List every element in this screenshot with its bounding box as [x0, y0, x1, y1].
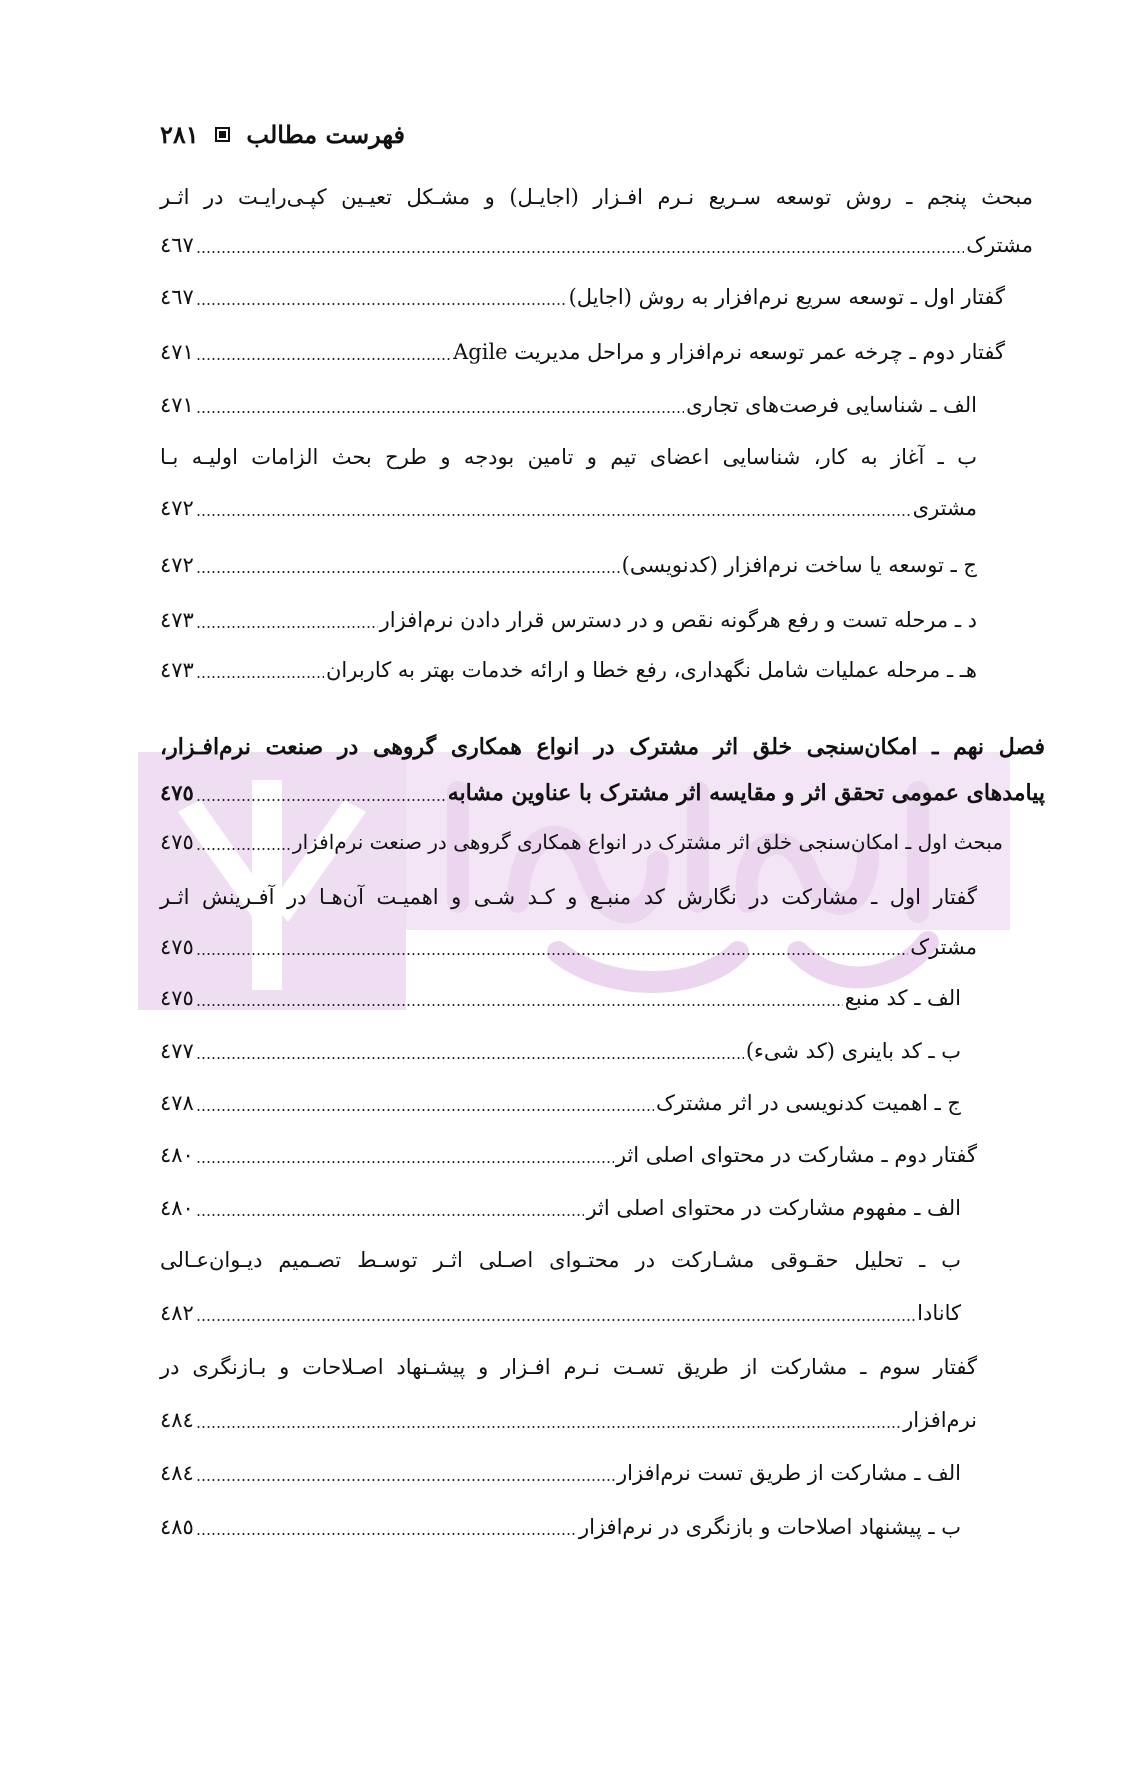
toc-chapter-heading[interactable] — [160, 768, 1045, 808]
dot-leader — [196, 303, 567, 305]
toc-entry[interactable] — [160, 1448, 961, 1488]
dot-leader — [196, 1214, 585, 1216]
toc-page-number: ٤٧٣ — [160, 658, 194, 682]
toc-entry-text: ب ـ کد باینری (کد شیء) — [745, 1039, 961, 1063]
toc-page-number: ٤٧٢ — [160, 553, 194, 577]
square-bullet-icon — [215, 127, 230, 142]
toc-entry-text: د ـ مرحله تست و رفع هرگونه نقص و در دسترس قرار دادن نرم‌افزار — [379, 608, 977, 632]
toc-page-number: ٤٧٧ — [160, 1039, 194, 1063]
dot-leader — [196, 676, 324, 678]
running-header — [160, 118, 405, 152]
toc-entry-text: مشترک — [910, 935, 977, 959]
toc-entry-text: ب ـ پیشنهاد اصلاحات و بازنگری در نرم‌افزار — [578, 1515, 961, 1539]
toc-entry-text: ج ـ توسعه یا ساخت نرم‌افزار (کدنویسی) — [621, 553, 977, 577]
toc-entry[interactable] — [160, 1183, 961, 1223]
toc-page-number: ٤٧٣ — [160, 608, 194, 632]
dot-leader — [196, 571, 620, 573]
toc-page-number: ٤٧١ — [160, 393, 194, 417]
toc-entry-text: ب ـ تحلیل حقـوقی مشـارکت در محتـوای اصـلی اثـر توسـط تصـمیم دیـوان‌عـالی — [160, 1248, 961, 1272]
toc-entry[interactable] — [160, 645, 977, 685]
toc-chapter-heading[interactable] — [160, 722, 1045, 762]
dot-leader — [196, 1161, 614, 1163]
toc-entry[interactable] — [160, 1288, 961, 1328]
toc-entry[interactable] — [160, 172, 1033, 212]
toc-entry[interactable] — [160, 872, 977, 912]
toc-entry[interactable] — [160, 1502, 961, 1542]
toc-entry-text: ب ـ آغاز به کار، شناسایی اعضای تیم و تامین بودجه و طرح بحث الزامات اولیـه بـا — [160, 445, 977, 469]
toc-page-number: ٤٨٥ — [160, 1515, 194, 1539]
toc-entry-text: نرم‌افزار — [903, 1408, 977, 1432]
toc-entry[interactable] — [160, 1026, 961, 1066]
toc-entry-text: مشترک — [966, 233, 1033, 257]
header-page-number: ۲۸۱ — [160, 120, 199, 149]
toc-page-number: ٤٦٧ — [160, 233, 194, 257]
toc-entry-text: گفتار اول ـ مشارکت در نگارش کد منبـع و کـد شـی و اهمیـت آن‌هـا در آفـرینش اثـر — [160, 885, 977, 909]
header-title: فهرست مطالب — [246, 120, 405, 149]
toc-entry[interactable] — [160, 973, 961, 1013]
toc-entry[interactable] — [160, 272, 1005, 312]
toc-page-number: ٤٨٠ — [160, 1196, 194, 1220]
toc-entry[interactable] — [160, 380, 977, 420]
toc-entry[interactable] — [160, 1078, 961, 1118]
toc-page-number: ٤٨٢ — [160, 1301, 194, 1325]
toc-page-number: ٤٧٥ — [160, 830, 194, 854]
toc-page-number: ٤٧٢ — [160, 496, 194, 520]
dot-leader — [196, 1057, 744, 1059]
dot-leader — [196, 1426, 901, 1428]
toc-page-number: ٤٨٠ — [160, 1143, 194, 1167]
toc-entry-text: مبحث اول ـ امکان‌سنجی خلق اثر مشترک در انواع همکاری گروهی در صنعت نرم‌افزار — [292, 830, 1003, 854]
dot-leader — [196, 848, 291, 850]
toc-page-number: ٤٧٥ — [160, 780, 194, 805]
dot-leader — [196, 799, 446, 801]
dot-leader — [196, 1004, 843, 1006]
toc-entry-text: گفتار دوم ـ مشارکت در محتوای اصلی اثر — [615, 1143, 977, 1167]
toc-entry-text: فصل نهم ـ امکان‌سنجی خلق اثر مشترک در انواع همکاری گروهی در صنعت نرم‌افـزار، — [160, 734, 1045, 760]
toc-entry[interactable] — [160, 1235, 961, 1275]
toc-entry[interactable] — [160, 1395, 977, 1435]
toc-page-number: ٤٧٨ — [160, 1091, 194, 1115]
toc-entry-text: ج ـ اهمیت کدنویسی در اثر مشترک — [655, 1091, 961, 1115]
dot-leader — [196, 1533, 577, 1535]
toc-entry[interactable] — [160, 595, 977, 635]
toc-entry[interactable] — [160, 327, 1005, 367]
dot-leader — [196, 251, 964, 253]
toc-page-number: ٤٧١ — [160, 340, 194, 364]
dot-leader — [196, 358, 451, 360]
toc-entry[interactable] — [160, 540, 977, 580]
toc-page-number: ٤٨٤ — [160, 1461, 194, 1485]
toc-entry[interactable] — [160, 1342, 977, 1382]
toc-page-number: ٤٦٧ — [160, 285, 194, 309]
toc-page-number: ٤٨٤ — [160, 1408, 194, 1432]
toc-entry[interactable] — [160, 1130, 977, 1170]
toc-entry[interactable] — [160, 220, 1033, 260]
toc-entry-text: الف ـ کد منبع — [844, 986, 961, 1010]
dot-leader — [196, 1479, 615, 1481]
dot-leader — [196, 1319, 915, 1321]
toc-entry-text: پیامدهای عمومی تحقق اثر و مقایسه اثر مشترک با عناوین مشابه — [447, 780, 1045, 806]
dot-leader — [196, 411, 684, 413]
toc-entry[interactable] — [160, 483, 977, 523]
toc-entry[interactable] — [160, 922, 977, 962]
toc-page-number: ٤٧٥ — [160, 935, 194, 959]
toc-entry-text: الف ـ مشارکت از طریق تست نرم‌افزار — [616, 1461, 961, 1485]
toc-entry-text: مبحث پنجم ـ روش توسعه سـریع نـرم افـزار (اجایـل) و مشـکل تعیـین کپـی‌رایـت در اثـر — [160, 185, 1033, 209]
toc-page-number: ٤٧٥ — [160, 986, 194, 1010]
toc-entry-text: هـ ـ مرحله عملیات شامل نگهداری، رفع خطا و ارائه خدمات بهتر به کاربران — [325, 658, 977, 682]
dot-leader — [196, 953, 908, 955]
toc-entry-text: گفتار دوم ـ چرخه عمر توسعه نرم‌افزار و مراحل مدیریت Agile — [453, 340, 1005, 364]
toc-entry-text: گفتار اول ـ توسعه سریع نرم‌افزار به روش (اجایل) — [568, 285, 1005, 309]
toc-entry[interactable] — [160, 817, 1003, 857]
toc-entry-text: گفتار سوم ـ مشارکت از طریق تسـت نـرم افـزار و پیشـنهاد اصـلاحات و بـازنگری در — [160, 1355, 977, 1379]
toc-entry-text: مشتری — [912, 496, 977, 520]
dot-leader — [196, 626, 378, 628]
toc-entry-text: کانادا — [917, 1301, 961, 1325]
toc-entry-text: الف ـ شناسایی فرصت‌های تجاری — [686, 393, 977, 417]
dot-leader — [196, 514, 911, 516]
toc-entry[interactable] — [160, 432, 977, 472]
dot-leader — [196, 1109, 654, 1111]
toc-entry-text: الف ـ مفهوم مشارکت در محتوای اصلی اثر — [586, 1196, 961, 1220]
